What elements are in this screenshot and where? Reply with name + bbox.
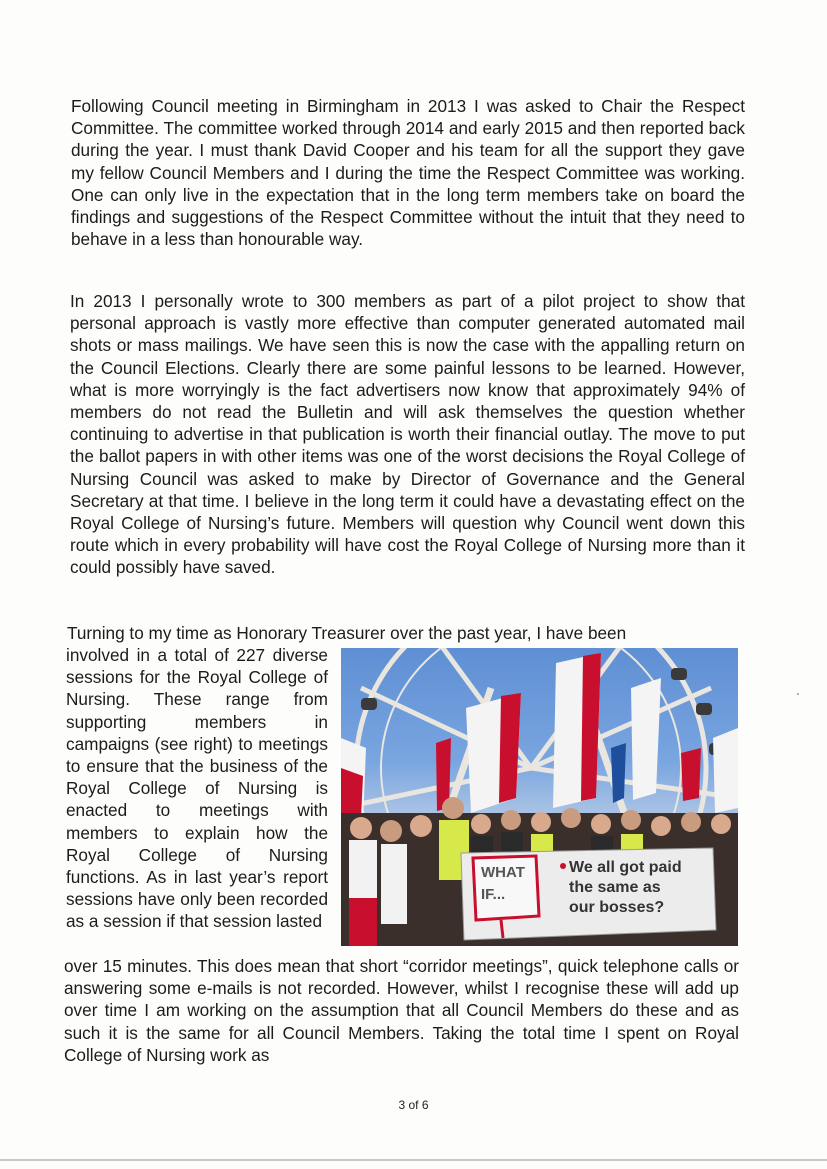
banner-slogan-line2: the same as xyxy=(569,879,661,896)
paragraph-treasurer-continued: over 15 minutes. This does mean that short “corridor meetings”, quick telephone calls or answering some e-mails is not recorded. However, whilst I recognise these will add up over time I am working on the assumption that all Council Members do these and as such it is the same for all Council Members. Taking the total time I spent on Royal College of Nursing work as xyxy=(64,956,739,1065)
paragraph-pilot-project: In 2013 I personally wrote to 300 members as part of a pilot project to show that personal approach is vastly more effective than computer generated automated mail shots or mass mailings. We have seen this is now the case with the appalling return on the Council Elections. Clearly there are some painful lessons to be learned. However, what is more worryingly is the fact advertisers now know that approximately 94% of members do not read the Bulletin and will ask themselves the question whether continuing to advertise in that publication is worth their financial outlay. The move to put the ballot papers in with other items was one of the worst decisions the Royal College of Nursing Council was asked to make by Director of Governance and the General Secretary at that time. I believe in the long term it could have a devastating effect on the Royal College of Nursing’s future. Members will question why Council went down this route which in every probability will have cost the Royal College of Nursing more than it could possibly have saved. xyxy=(70,291,745,578)
banner-left-label: WHAT IF... xyxy=(481,864,525,903)
banner-what-if-text xyxy=(481,862,536,906)
campaign-rally-photo xyxy=(341,648,738,946)
paragraph-treasurer-wrapped-text: involved in a total of 227 diverse sessions for the Royal College of Nursing. These range from supporting members in campaigns (see right) to meetings to ensure that the business of the Royal College of Nursing is enacted to meetings with members to explain how the Royal College of Nursing functions. As in last year’s report sessions have only been recorded as a session if that session lasted xyxy=(66,645,328,932)
paragraph-respect-committee: Following Council meeting in Birmingham in 2013 I was asked to Chair the Respect Committee. The committee worked through 2014 and early 2015 and then reported back during the year. I must thank David Cooper and his team for all the support they gave my fellow Council Members and I during the time the Respect Committee was working. One can only live in the expectation that in the long term members take on board the findings and suggestions of the Respect Committee without the intuit that they need to behave in a less than honourable way. xyxy=(71,96,745,250)
scan-speck xyxy=(797,693,799,695)
paragraph-treasurer-intro-line: Turning to my time as Honorary Treasurer over the past year, I have been xyxy=(67,623,627,643)
page-bottom-edge xyxy=(0,1159,827,1161)
banner-slogan-line1: We all got paid xyxy=(569,859,682,876)
banner-slogan-line3: our bosses? xyxy=(569,899,665,916)
banner-slogan xyxy=(569,858,719,918)
page-number: 3 of 6 xyxy=(398,1098,429,1112)
